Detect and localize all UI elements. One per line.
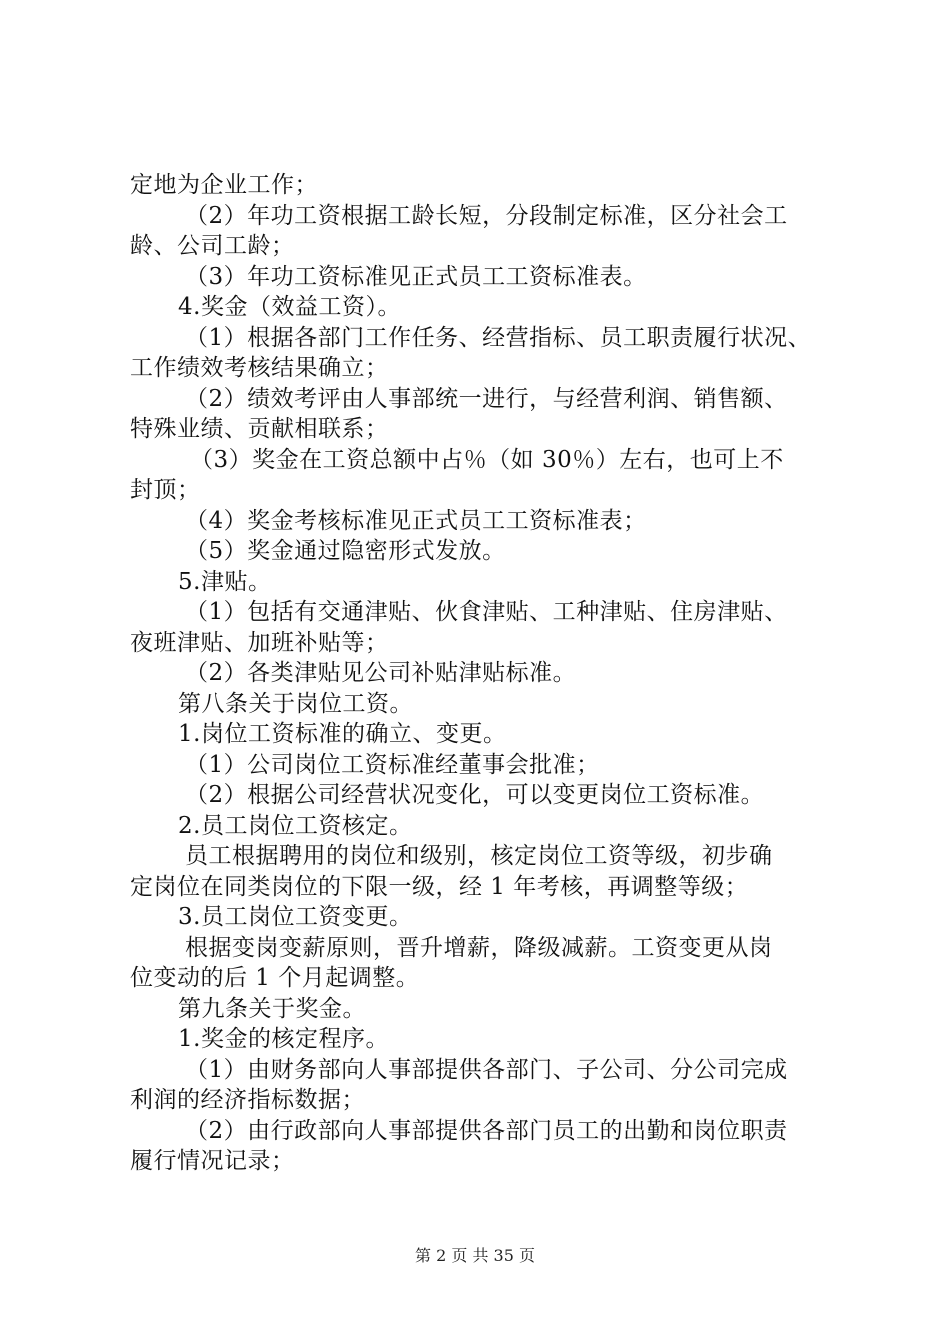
text-line: （1）由财务部向人事部提供各部门、子公司、分公司完成 xyxy=(185,1056,788,1083)
text-line: 1.奖金的核定程序。 xyxy=(178,1026,389,1052)
text-line: （5）奖金通过隐密形式发放。 xyxy=(185,538,506,564)
text-line: 第八条关于岗位工资。 xyxy=(178,690,413,717)
text-line: （3）奖金在工资总额中占％（如 30％）左右，也可上不 xyxy=(190,446,784,473)
text-line: 工作绩效考核结果确立； xyxy=(130,355,389,381)
page-footer: 第 2 页 共 35 页 xyxy=(415,1246,535,1265)
text-line: 5.津贴。 xyxy=(178,568,272,595)
text-line: 位变动的后 1 个月起调整。 xyxy=(130,965,420,991)
text-line: 封顶； xyxy=(130,477,201,503)
text-line: （2）绩效考评由人事部统一进行，与经营利润、销售额、 xyxy=(185,385,788,412)
text-line: （3）年功工资标准见正式员工工资标准表。 xyxy=(185,263,647,290)
text-line: 定地为企业工作； xyxy=(130,172,318,198)
text-line: （1）包括有交通津贴、伙食津贴、工种津贴、住房津贴、 xyxy=(185,599,788,625)
text-line: 1.岗位工资标准的确立、变更。 xyxy=(178,721,507,747)
text-line: 特殊业绩、贡献相联系； xyxy=(130,416,389,442)
text-line: 夜班津贴、加班补贴等； xyxy=(130,629,389,656)
text-line: 根据变岗变薪原则，晋升增薪，降级减薪。工资变更从岗 xyxy=(185,934,773,961)
text-line: （1）根据各部门工作任务、经营指标、员工职责履行状况、 xyxy=(185,324,812,351)
text-line: 利润的经济指标数据； xyxy=(130,1087,365,1113)
text-line: （2）根据公司经营状况变化，可以变更岗位工资标准。 xyxy=(185,782,765,808)
text-line: 定岗位在同类岗位的下限一级，经 1 年考核，再调整等级； xyxy=(130,873,749,900)
text-line: 员工根据聘用的岗位和级别，核定岗位工资等级，初步确 xyxy=(185,843,773,869)
text-line: 2.员工岗位工资核定。 xyxy=(178,812,413,839)
text-line: （1）公司岗位工资标准经董事会批准； xyxy=(185,751,600,778)
text-line: 第九条关于奖金。 xyxy=(178,995,366,1022)
text-line: （2）由行政部向人事部提供各部门员工的出勤和岗位职责 xyxy=(185,1117,788,1144)
text-line: （2）年功工资根据工龄长短，分段制定标准，区分社会工 xyxy=(185,202,788,229)
text-line: （2）各类津贴见公司补贴津贴标准。 xyxy=(185,660,577,686)
document-body xyxy=(130,170,835,1177)
text-line: 3.员工岗位工资变更。 xyxy=(178,904,413,930)
text-line: 4.奖金（效益工资）。 xyxy=(178,294,401,320)
text-line: 龄、公司工龄； xyxy=(130,233,295,259)
text-line: （4）奖金考核标准见正式员工工资标准表； xyxy=(185,507,647,534)
text-line: 履行情况记录； xyxy=(130,1148,295,1174)
